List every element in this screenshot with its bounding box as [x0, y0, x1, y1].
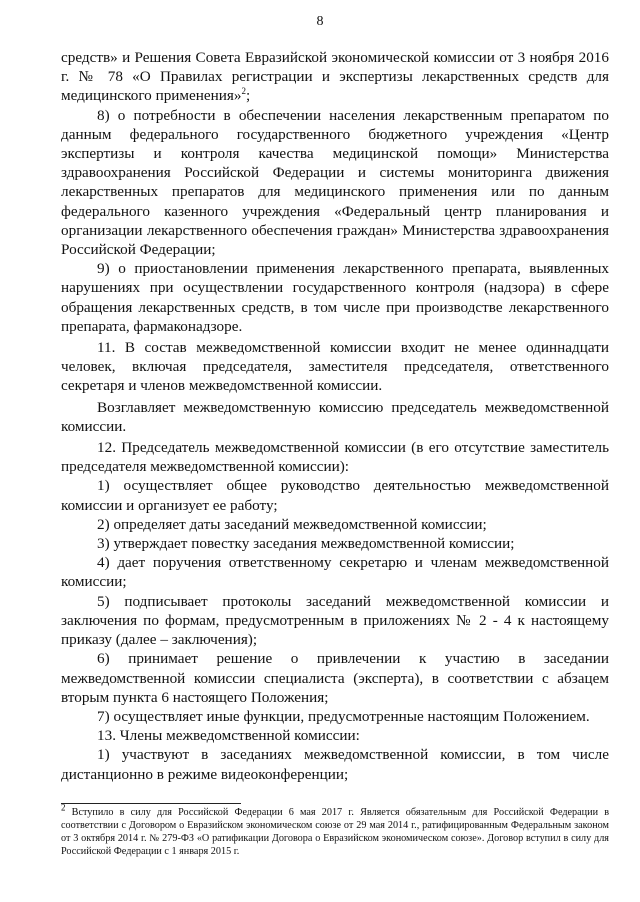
paragraph-section-11: 11. В состав межведомственной комиссии входит не менее одиннадцати человек, включая председателя, заместителя председателя, ответственного секретаря и членов межведомственной комиссии. — [61, 339, 609, 395]
footnote-marker: 2 — [61, 802, 66, 813]
paragraph-chairman: Возглавляет межведомственную комиссию председатель межведомственной комиссии. — [61, 398, 609, 435]
paragraph-continuation: средств» и Решения Совета Евразийской экономической комиссии от 3 ноября 2016 г. № 78 «О Правилах регистрации и экспертизы лекарственных средств для медицинского применения»$^2$; — [61, 49, 609, 105]
document-body — [61, 48, 609, 784]
paragraph-item-7: 7) осуществляет иные функции, предусмотренные настоящим Положением. — [97, 707, 590, 725]
footnote-text: Вступило в силу для Российской Федерации 6 мая 2017 г. Является обязательным для Российской Федерации в соответствии с Договором о Евразийском экономическом союзе от 29 мая 2014 г., ратифицированным Федеральным законом от 3 октября 2014 г. № 279-ФЗ «О ратификации Договора о Евразийском экономическом союзе». Договор вступил в силу для Российской Федерации с 1 января 2015 г. — [61, 807, 609, 857]
paragraph-item-1: 1) осуществляет общее руководство деятельностью межведомственной комиссии и организует ее работу; — [61, 477, 609, 514]
page-number: 8 — [316, 14, 324, 29]
footnote-reference: 2 — [241, 86, 246, 97]
paragraph-item-3: 3) утверждает повестку заседания межведомственной комиссии; — [97, 535, 515, 553]
paragraph-section-13: 13. Члены межведомственной комиссии: — [97, 727, 360, 745]
paragraph-section-12: 12. Председатель межведомственной комиссии (в его отсутствие заместитель председателя межведомственной комиссии): — [61, 439, 609, 476]
footnote — [61, 802, 609, 858]
paragraph-item-6: 6) принимает решение о привлечении к участию в заседании межведомственной комиссии специалиста (эксперта), в соответствии с абзацем вторым пункта 6 настоящего Положения; — [61, 650, 609, 706]
paragraph-item-2: 2) определяет даты заседаний межведомственной комиссии; — [97, 515, 487, 533]
paragraph-item-4: 4) дает поручения ответственному секретарю и членам межведомственной комиссии; — [61, 554, 609, 591]
footnote-divider — [61, 803, 241, 804]
paragraph-item-8: 8) о потребности в обеспечении населения лекарственным препаратом по данным федерального государственного бюджетного учреждения «Центр экспертизы и контроля качества медицинской помощи» Министерства здравоохранения Российской Федерации и системы мониторинга движения лекарственных препаратов для медицинского применения или по данным федерального казенного учреждения «Федеральный центр планирования и организации лекарственного обеспечения граждан» Министерства здравоохранения Российской Федерации; — [61, 106, 609, 259]
paragraph-item-5: 5) подписывает протоколы заседаний межведомственной комиссии и заключения по формам, предусмотренным в приложениях № 2 - 4 к настоящему приказу (далее – заключения); — [61, 592, 609, 649]
paragraph-item-1-members: 1) участвуют в заседаниях межведомственной комиссии, в том числе дистанционно в режиме видеоконференции; — [61, 746, 609, 783]
paragraph-item-9: 9) о приостановлении применения лекарственного препарата, выявленных нарушениях при осуществлении государственного контроля (надзора) в сфере обращения лекарственных средств, в том числе при производстве лекарственного препарата, фармаконадзоре. — [61, 260, 609, 335]
